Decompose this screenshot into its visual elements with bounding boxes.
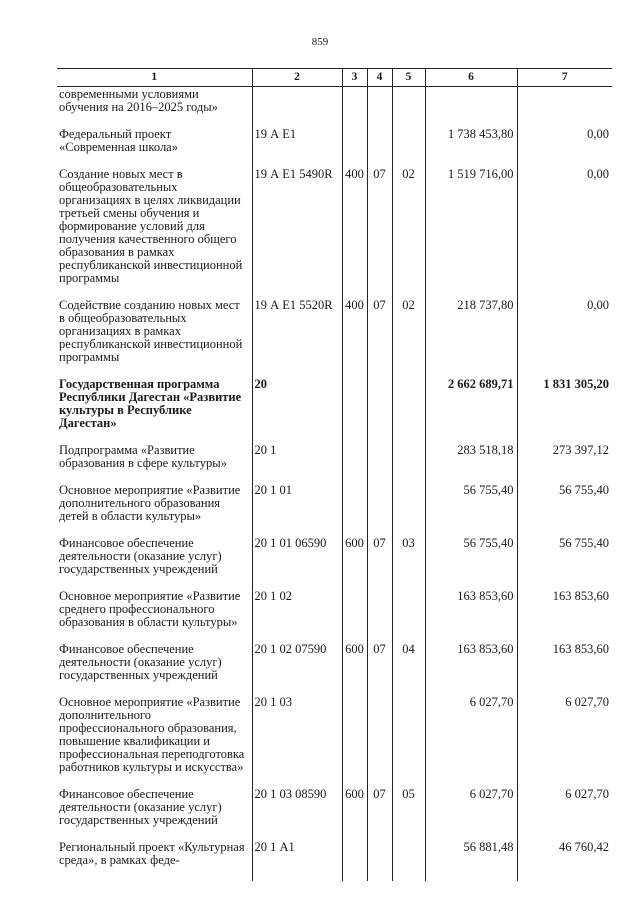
table-body xyxy=(57,87,612,882)
row-name-cell: Государственная программа Республики Дагестан «Развитие культуры в Республике Дагестан» xyxy=(59,377,242,430)
row-name-cell: Основное мероприятие «Развитие среднего профессионального образования в области культуры» xyxy=(59,589,241,629)
row-col5-cell xyxy=(392,841,425,881)
row-col5-cell xyxy=(392,444,425,484)
row-col3-cell: 400 xyxy=(342,168,367,299)
row-code-cell: 20 1 03 08590 xyxy=(252,788,342,841)
row-col4-cell: 07 xyxy=(367,788,392,841)
budget-table xyxy=(57,68,612,881)
row-name-cell: Федеральный проект «Современная школа» xyxy=(59,127,178,154)
row-col5-cell xyxy=(392,378,425,444)
row-amount-2-cell: 1 831 305,20 xyxy=(517,378,612,444)
row-col3-cell: 600 xyxy=(342,537,367,590)
table-row xyxy=(57,841,612,881)
row-col4-cell: 07 xyxy=(367,299,392,378)
header-col-5: 5 xyxy=(392,69,425,87)
row-name-cell: Подпрограмма «Развитие образования в сфере культуры» xyxy=(59,443,227,470)
row-amount-2-cell: 56 755,40 xyxy=(517,537,612,590)
row-amount-2-cell: 46 760,42 xyxy=(517,841,612,881)
table-row xyxy=(57,788,612,841)
row-amount-2-cell: 163 853,60 xyxy=(517,590,612,643)
row-col4-cell xyxy=(367,378,392,444)
table-row xyxy=(57,444,612,484)
row-code-cell: 20 1 03 xyxy=(252,696,342,788)
row-col4-cell xyxy=(367,128,392,168)
row-col5-cell xyxy=(392,128,425,168)
row-name-cell: Региональный проект «Культурная среда», в рамках феде- xyxy=(59,840,245,867)
row-col4-cell: 07 xyxy=(367,643,392,696)
row-amount-2-cell: 6 027,70 xyxy=(517,696,612,788)
header-col-4: 4 xyxy=(367,69,392,87)
table-row xyxy=(57,643,612,696)
row-col5-cell xyxy=(392,87,425,129)
row-name-cell: Финансовое обеспечение деятельности (оказание услуг) государственных учреждений xyxy=(59,536,222,576)
row-col3-cell xyxy=(342,696,367,788)
table-row xyxy=(57,590,612,643)
row-col4-cell xyxy=(367,484,392,537)
row-name-cell: Финансовое обеспечение деятельности (оказание услуг) государственных учреждений xyxy=(59,787,222,827)
row-code-cell: 19 А Е1 5490R xyxy=(252,168,342,299)
row-col3-cell xyxy=(342,484,367,537)
row-name-cell: современными условиями обучения на 2016–2025 годы» xyxy=(59,87,218,114)
table-row xyxy=(57,87,612,129)
row-col3-cell xyxy=(342,841,367,881)
row-amount-2-cell xyxy=(517,87,612,129)
row-col4-cell xyxy=(367,590,392,643)
row-code-cell: 20 1 01 06590 xyxy=(252,537,342,590)
page-number: 859 xyxy=(311,36,329,48)
row-amount-1-cell: 56 755,40 xyxy=(425,537,517,590)
row-col3-cell xyxy=(342,128,367,168)
row-amount-1-cell: 283 518,18 xyxy=(425,444,517,484)
row-name-cell: Основное мероприятие «Развитие дополнительного образования детей в области культуры» xyxy=(59,483,241,523)
row-amount-2-cell: 273 397,12 xyxy=(517,444,612,484)
row-col4-cell xyxy=(367,841,392,881)
row-amount-1-cell: 1 519 716,00 xyxy=(425,168,517,299)
table-row xyxy=(57,378,612,444)
row-amount-1-cell: 6 027,70 xyxy=(425,788,517,841)
row-col5-cell: 02 xyxy=(392,299,425,378)
header-col-3: 3 xyxy=(342,69,367,87)
row-amount-2-cell: 0,00 xyxy=(517,299,612,378)
header-col-2: 2 xyxy=(252,69,342,87)
row-code-cell: 20 1 xyxy=(252,444,342,484)
table-row xyxy=(57,128,612,168)
row-col4-cell xyxy=(367,87,392,129)
row-amount-1-cell: 1 738 453,80 xyxy=(425,128,517,168)
row-col5-cell xyxy=(392,696,425,788)
row-name-cell: Основное мероприятие «Развитие дополнительного профессионального образования, повышение квалификации и профессиональная переподготовка работников культуры и искусства» xyxy=(59,695,245,774)
row-col4-cell xyxy=(367,696,392,788)
row-amount-1-cell: 56 755,40 xyxy=(425,484,517,537)
row-code-cell: 20 1 02 xyxy=(252,590,342,643)
table-header-row xyxy=(57,69,612,87)
row-col4-cell: 07 xyxy=(367,168,392,299)
row-code-cell xyxy=(252,87,342,129)
row-col4-cell xyxy=(367,444,392,484)
table-row xyxy=(57,537,612,590)
row-amount-2-cell: 163 853,60 xyxy=(517,643,612,696)
row-amount-1-cell: 2 662 689,71 xyxy=(425,378,517,444)
row-col5-cell: 02 xyxy=(392,168,425,299)
row-amount-2-cell: 56 755,40 xyxy=(517,484,612,537)
row-col3-cell xyxy=(342,444,367,484)
row-amount-1-cell: 163 853,60 xyxy=(425,590,517,643)
row-code-cell: 20 xyxy=(252,378,342,444)
row-amount-2-cell: 0,00 xyxy=(517,128,612,168)
row-amount-1-cell: 163 853,60 xyxy=(425,643,517,696)
table-row xyxy=(57,299,612,378)
row-col3-cell: 600 xyxy=(342,788,367,841)
row-name-cell: Финансовое обеспечение деятельности (оказание услуг) государственных учреждений xyxy=(59,642,222,682)
table-row xyxy=(57,168,612,299)
row-col5-cell: 04 xyxy=(392,643,425,696)
header-col-6: 6 xyxy=(425,69,517,87)
row-amount-1-cell: 56 881,48 xyxy=(425,841,517,881)
row-col3-cell: 600 xyxy=(342,643,367,696)
row-col4-cell: 07 xyxy=(367,537,392,590)
table-row xyxy=(57,484,612,537)
header-col-1: 1 xyxy=(57,69,252,87)
row-code-cell: 20 1 02 07590 xyxy=(252,643,342,696)
row-name-cell: Содействие созданию новых мест в общеобразовательных организациях в рамках республиканской инвестиционной программы xyxy=(59,298,243,364)
row-code-cell: 19 А Е1 5520R xyxy=(252,299,342,378)
row-name-cell: Создание новых мест в общеобразовательных организациях в целях ликвидации третьей смены обучения и формирование условий для получения качественного общего образования в рамках республиканской инвестиционной программы xyxy=(59,167,243,285)
row-col5-cell xyxy=(392,590,425,643)
row-amount-1-cell: 218 737,80 xyxy=(425,299,517,378)
row-col3-cell: 400 xyxy=(342,299,367,378)
row-col3-cell xyxy=(342,87,367,129)
row-col5-cell xyxy=(392,484,425,537)
row-col5-cell: 03 xyxy=(392,537,425,590)
header-col-7: 7 xyxy=(517,69,612,87)
row-amount-1-cell xyxy=(425,87,517,129)
row-col3-cell xyxy=(342,590,367,643)
row-amount-1-cell: 6 027,70 xyxy=(425,696,517,788)
row-amount-2-cell: 0,00 xyxy=(517,168,612,299)
row-code-cell: 19 А Е1 xyxy=(252,128,342,168)
row-amount-2-cell: 6 027,70 xyxy=(517,788,612,841)
row-code-cell: 20 1 01 xyxy=(252,484,342,537)
table-row xyxy=(57,696,612,788)
row-col5-cell: 05 xyxy=(392,788,425,841)
row-code-cell: 20 1 А1 xyxy=(252,841,342,881)
row-col3-cell xyxy=(342,378,367,444)
